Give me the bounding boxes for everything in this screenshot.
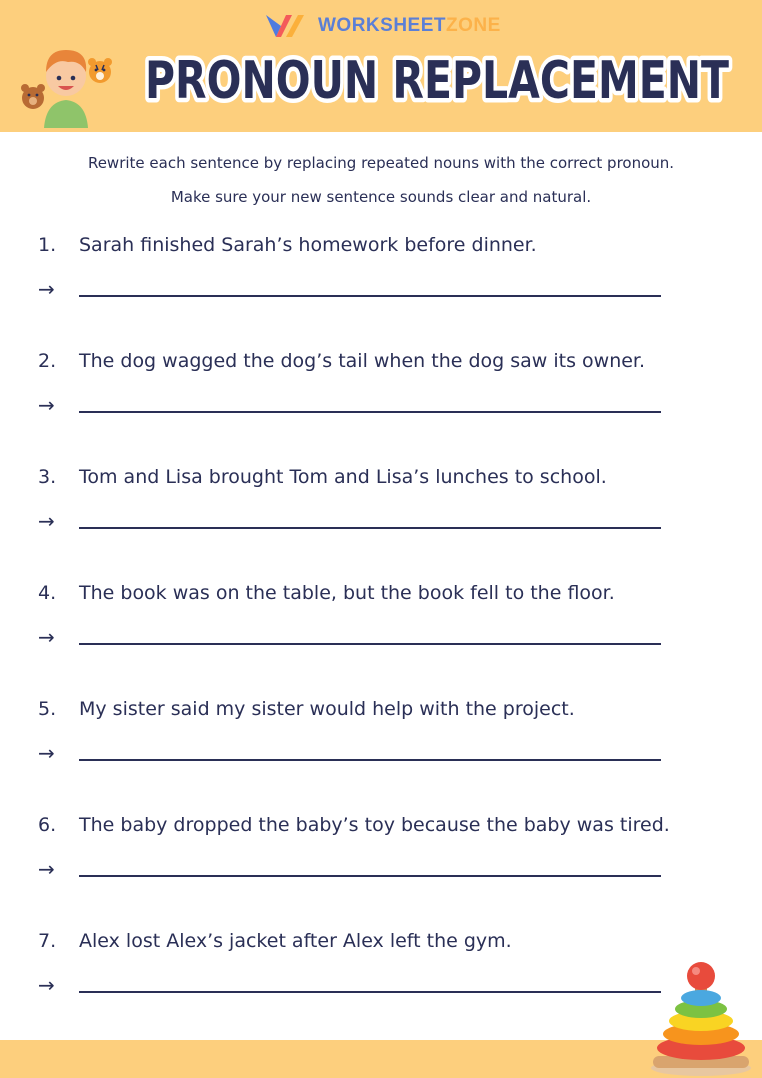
answer-line[interactable] — [79, 991, 661, 993]
page-title — [132, 38, 742, 118]
question-item — [38, 697, 728, 777]
arrow-icon: → — [38, 857, 55, 881]
instruction-line: Rewrite each sentence by replacing repeated nouns with the correct pronoun. — [87, 154, 675, 172]
answer-line[interactable] — [79, 411, 661, 413]
question-number: 2. — [38, 350, 57, 372]
worksheetzone-logo-icon — [264, 12, 310, 40]
brand — [264, 12, 501, 40]
question-text: The baby dropped the baby’s toy because the baby was tired. — [79, 814, 670, 836]
question-text: Tom and Lisa brought Tom and Lisa’s lunches to school. — [79, 466, 607, 488]
brand-name: WORKSHEETZONE — [318, 15, 501, 36]
question-item — [38, 813, 728, 893]
instructions — [0, 146, 762, 214]
question-text: Alex lost Alex’s jacket after Alex left the gym. — [79, 930, 512, 952]
arrow-icon: → — [38, 973, 55, 997]
question-number: 6. — [38, 814, 57, 836]
arrow-icon: → — [38, 741, 55, 765]
question-text: Sarah finished Sarah’s homework before dinner. — [79, 234, 537, 256]
answer-line[interactable] — [79, 875, 661, 877]
answer-line[interactable] — [79, 643, 661, 645]
arrow-icon: → — [38, 393, 55, 417]
answer-line[interactable] — [79, 759, 661, 761]
question-item — [38, 465, 728, 545]
question-number: 4. — [38, 582, 57, 604]
question-item — [38, 581, 728, 661]
question-number: 3. — [38, 466, 57, 488]
question-item — [38, 929, 728, 1009]
child-with-puppets-illustration — [16, 32, 116, 128]
arrow-icon: → — [38, 277, 55, 301]
instruction-line: Make sure your new sentence sounds clear and natural. — [170, 188, 592, 206]
question-number: 5. — [38, 698, 57, 720]
stacking-rings-toy-illustration — [640, 956, 762, 1078]
question-text: My sister said my sister would help with the project. — [79, 698, 575, 720]
arrow-icon: → — [38, 625, 55, 649]
header-banner — [0, 0, 762, 132]
question-text: The book was on the table, but the book fell to the floor. — [79, 582, 615, 604]
question-text: The dog wagged the dog’s tail when the dog saw its owner. — [79, 350, 646, 372]
question-number: 7. — [38, 930, 57, 952]
question-number: 1. — [38, 234, 57, 256]
arrow-icon: → — [38, 509, 55, 533]
svg-text:PRONOUN REPLACEMENT: PRONOUN REPLACEMENT — [145, 51, 730, 111]
question-item — [38, 233, 728, 313]
answer-line[interactable] — [79, 527, 661, 529]
question-item — [38, 349, 728, 429]
answer-line[interactable] — [79, 295, 661, 297]
